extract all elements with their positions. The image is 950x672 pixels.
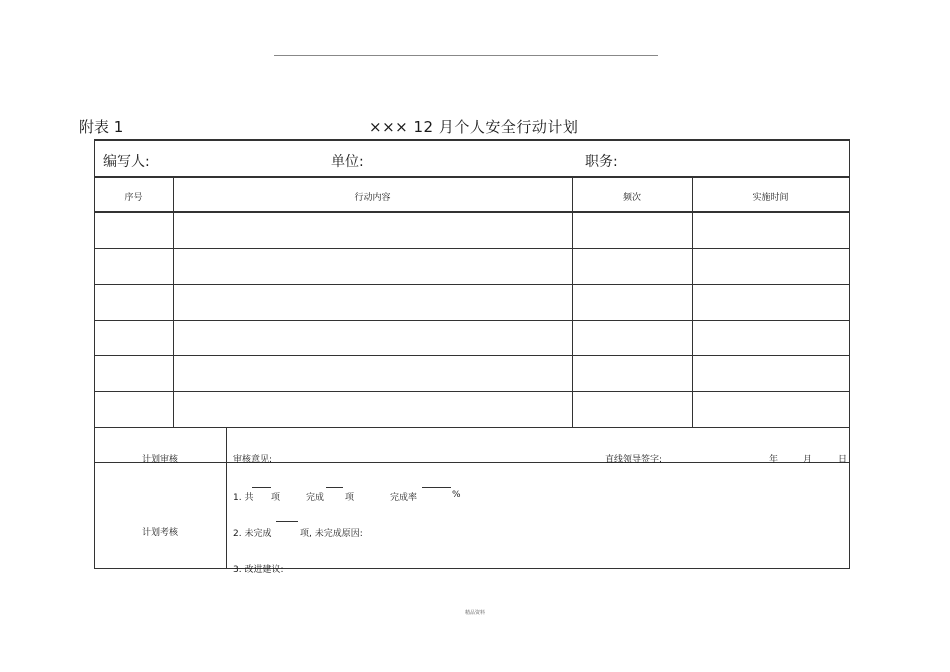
footer-watermark: 精品资料 [464, 610, 485, 616]
date-month-label: 月 [803, 455, 813, 465]
form-border-top [94, 139, 850, 141]
blank-line [326, 487, 343, 488]
row-divider [94, 391, 850, 392]
blank-line [422, 487, 451, 488]
row-divider [94, 284, 850, 285]
blank-line [276, 521, 298, 522]
form-border-bottom [94, 568, 850, 569]
improvement-label: 3. 改进建议: [233, 565, 284, 575]
column-header-time: 实施时间 [752, 193, 789, 203]
column-header-index: 序号 [124, 193, 143, 203]
column-header-frequency: 频次 [622, 193, 641, 203]
col-divider [572, 176, 573, 427]
column-header-content: 行动内容 [354, 193, 391, 203]
unit-label: 单位: [331, 154, 364, 170]
header-row-divider [94, 211, 850, 213]
assessment-label: 计划考核 [141, 528, 178, 538]
row-divider [94, 427, 850, 428]
assessment-rate-label: 完成率 [390, 493, 418, 503]
position-label: 职务: [585, 154, 618, 170]
date-day-label: 日 [838, 455, 848, 465]
assessment-percent-sign: % [452, 490, 461, 500]
date-year-label: 年 [769, 455, 779, 465]
form-border-left [94, 139, 95, 569]
appendix-label: 附表 1 [79, 118, 124, 136]
assessment-total-prefix: 1. 共 [233, 493, 254, 503]
row-divider [94, 355, 850, 356]
top-rule [274, 55, 658, 56]
incomplete-prefix: 2. 未完成 [233, 529, 272, 539]
incomplete-reason-label: 项, 未完成原因: [300, 529, 363, 539]
review-label: 计划审核 [141, 455, 178, 465]
page-title: ××× 12 月个人安全行动计划 [369, 118, 579, 136]
row-divider [94, 248, 850, 249]
col-divider [692, 176, 693, 427]
form-border-right [849, 139, 850, 569]
assessment-completed-label: 完成 [306, 493, 325, 503]
info-row-divider [94, 176, 850, 178]
assessment-item-unit: 项 [271, 493, 281, 503]
signature-label: 直线领导签字: [605, 455, 663, 465]
review-opinion-label: 审核意见: [233, 455, 273, 465]
row-divider [94, 320, 850, 321]
author-label: 编写人: [103, 154, 150, 170]
review-col-divider [226, 427, 227, 568]
blank-line [252, 487, 271, 488]
assessment-item-unit-2: 项 [345, 493, 355, 503]
col-divider [173, 176, 174, 427]
